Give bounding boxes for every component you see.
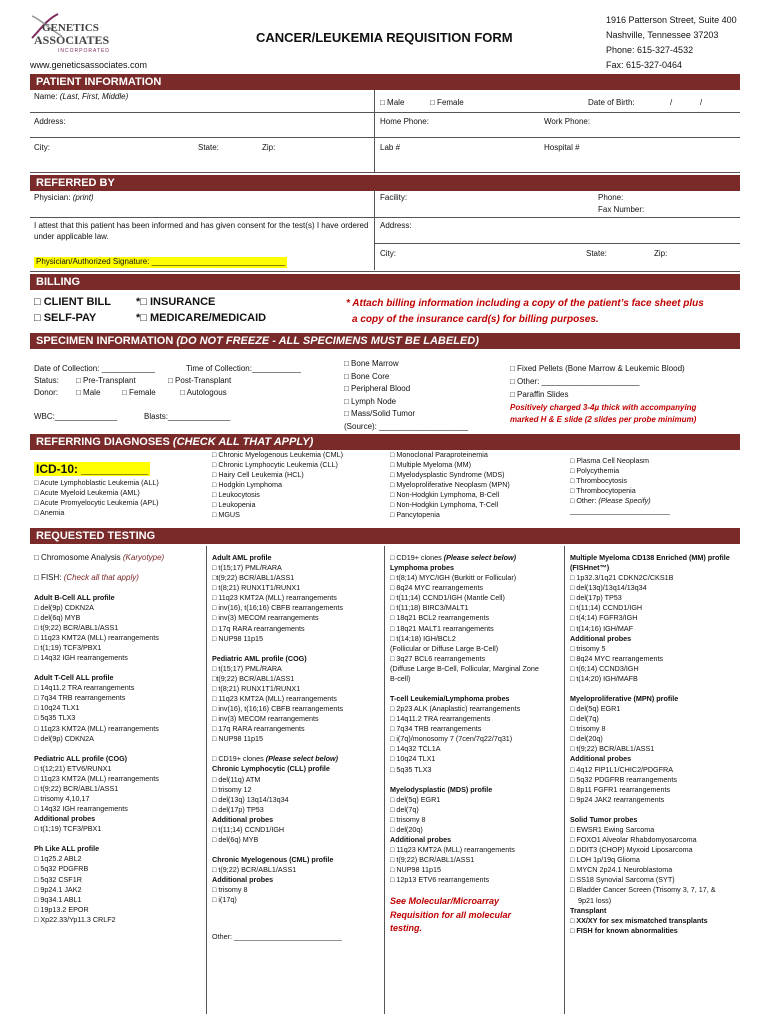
cd19-hint-2: (Please select below) <box>443 553 516 562</box>
molecular-requisition-note <box>390 895 562 936</box>
diagnosis-leukopenia-checkbox[interactable]: □ Leukopenia <box>212 500 256 510</box>
list-item[interactable]: □ t(8;21) RUNX1T1/RUNX1 <box>212 683 301 693</box>
collection-date-field[interactable]: Date of Collection: ____________ <box>34 364 155 373</box>
list-item[interactable]: □ 14q11.2 TRA rearrangements <box>390 714 491 724</box>
address-line1: 1916 Patterson Street, Suite 400 <box>606 15 737 25</box>
note-line: Requisition for all molecular <box>390 909 512 920</box>
diagnosis-pancytopenia-checkbox[interactable]: □ Pancytopenia <box>390 510 440 520</box>
referrer-fax-field[interactable]: Fax Number: <box>598 205 645 214</box>
list-item[interactable]: □ NUP98 11p15 <box>212 633 263 643</box>
mpn-list <box>570 704 740 754</box>
patient-information-header: PATIENT INFORMATION <box>30 74 740 90</box>
diagnosis-leukocytosis-checkbox[interactable]: □ Leukocytosis <box>212 490 260 500</box>
diagnosis-mds-checkbox[interactable]: □ Myelodysplastic Syndrome (MDS) <box>390 470 505 480</box>
diagnosis-other-label: □ Other: <box>570 496 599 506</box>
tcell-all-list <box>34 683 204 743</box>
donor-label: Donor: <box>34 388 59 397</box>
list-item[interactable]: □ t(8;14) MYC/IGH (Burkitt or Follicular) <box>390 573 517 583</box>
list-item[interactable]: □ 19p13.2 EPOR <box>34 904 89 914</box>
list-item[interactable]: □ 1p32.3/1q21 CDKN2C/CKS1B <box>570 573 674 583</box>
mass-solid-tumor-checkbox[interactable]: □ Mass/Solid Tumor <box>344 409 416 418</box>
list-item: 9p21 loss) <box>578 895 612 905</box>
list-item[interactable]: □ 8q24 MYC rearrangements <box>390 583 484 593</box>
diagnoses-col2 <box>212 450 343 521</box>
diagnosis-anemia-checkbox[interactable]: □ Anemia <box>34 508 65 518</box>
cd19-clones-checkbox-2[interactable] <box>390 553 562 563</box>
list-item[interactable]: □ i(17q) <box>212 895 237 905</box>
cd19-label: □ CD19+ clones <box>212 754 266 764</box>
billing-note-line2: a copy of the insurance card(s) for billing purposes. <box>352 314 599 325</box>
mm-additional-heading: Additional probes <box>570 633 632 643</box>
website: www.geneticsassociates.com <box>30 60 148 70</box>
list-item[interactable]: □ t(15;17) PML/RARA <box>212 563 282 573</box>
facility-field[interactable]: Facility: <box>380 193 408 202</box>
bcell-all-list <box>34 603 204 663</box>
consent-attestation: I attest that this patient has been informed and has given consent for the test(s) I have ordered under applicable law. <box>34 221 369 241</box>
pediatric-all-heading: Pediatric ALL profile (COG) <box>34 753 128 763</box>
wbc-field[interactable]: WBC:______________ <box>34 412 118 421</box>
list-item[interactable]: □ inv(16), t(16;16) CBFB rearrangements <box>212 704 343 714</box>
list-item[interactable]: □ NUP98 11p15 <box>390 865 441 875</box>
list-item[interactable]: □ t(11;14) CCND1/IGH <box>570 603 643 613</box>
list-item[interactable]: □ 11q23 KMT2A (MLL) rearrangements <box>212 694 337 704</box>
ph-like-all-list <box>34 854 204 925</box>
list-item[interactable]: □ inv(3) MECOM rearrangements <box>212 613 319 623</box>
list-item[interactable]: □ t(15;17) PML/RARA <box>212 663 282 673</box>
list-item[interactable]: □ t(11;18) BIRC3/MALT1 <box>390 603 469 613</box>
list-item[interactable]: □ 18q21 MALT1 rearrangements <box>390 623 494 633</box>
list-item[interactable]: □ del(13q)/13q14/13q34 <box>570 583 647 593</box>
list-item: B-cell) <box>390 673 411 683</box>
list-item[interactable]: □ 11q23 KMT2A (MLL) rearrangements <box>34 773 159 783</box>
list-item[interactable]: □ 14q32 TCL1A <box>390 744 441 754</box>
lymphoma-probes-list <box>390 573 562 684</box>
logo-line2: ASSOCIATES <box>34 33 110 47</box>
donor-female-checkbox[interactable]: □ Female <box>122 388 156 397</box>
list-item[interactable]: □ 17q RARA rearrangements <box>212 623 305 633</box>
list-item[interactable]: □ 12p13 ETV6 rearrangements <box>390 875 490 885</box>
diagnosis-other-line[interactable]: _________________________ <box>570 506 670 516</box>
list-item[interactable]: □ t(9;22) BCR/ABL1/ASS1 <box>570 744 655 754</box>
additional-probes-list <box>34 824 204 834</box>
client-bill-checkbox[interactable]: □ CLIENT BILL <box>34 296 111 308</box>
testing-col1 <box>34 553 204 925</box>
cml-list <box>212 865 382 875</box>
list-item[interactable]: □ del(17p) TP53 <box>570 593 622 603</box>
solid-tumor-heading: Solid Tumor probes <box>570 814 638 824</box>
male-checkbox[interactable]: □ Male <box>380 98 405 107</box>
mds-additional-heading: Additional probes <box>390 835 452 845</box>
work-phone-field[interactable]: Work Phone: <box>544 117 591 126</box>
name-label: Name: <box>34 92 60 101</box>
specimen-type-list <box>344 358 468 433</box>
diagnosis-apl-checkbox[interactable]: □ Acute Promyelocytic Leukemia (APL) <box>34 498 159 508</box>
cd19-label-2: □ CD19+ clones <box>390 553 444 562</box>
testing-col2 <box>212 553 382 942</box>
list-item[interactable]: □ t(11;14) CCND1/IGH (Mantle Cell) <box>390 593 505 603</box>
mm-additional-list <box>570 644 740 684</box>
list-item: (Diffuse Large B-Cell, Follicular, Marginal Zone <box>390 663 539 673</box>
list-item[interactable]: □ t(8;21) RUNX1T1/RUNX1 <box>212 583 301 593</box>
address-line2: Nashville, Tennessee 37203 <box>606 30 719 40</box>
cd19-clones-checkbox[interactable] <box>212 754 382 764</box>
cll-heading: Chronic Lymphocytic (CLL) profile <box>212 764 330 774</box>
list-item[interactable]: □ SS18 Synovial Sarcoma (SYT) <box>570 875 675 885</box>
list-item[interactable]: □ Xp22.33/Yp11.3 CRLF2 <box>34 914 116 924</box>
peripheral-blood-checkbox[interactable]: □ Peripheral Blood <box>344 384 411 393</box>
paraffin-slides-checkbox[interactable]: □ Paraffin Slides <box>510 390 569 399</box>
fixed-pellets-checkbox[interactable]: □ Fixed Pellets (Bone Marrow & Leukemic Blood) <box>510 364 685 373</box>
other-specimen-field[interactable]: □ Other: ______________________ <box>510 377 640 386</box>
diagnoses-col4 <box>570 456 670 516</box>
mds-additional-list <box>390 845 562 885</box>
patient-address-field[interactable]: Address: <box>34 117 66 126</box>
pediatric-aml-list <box>212 664 382 745</box>
tcell-leukemia-list <box>390 704 562 775</box>
list-item[interactable]: □ 7q34 TRB rearrangements <box>34 693 126 703</box>
logo-sub: INCORPORATED <box>58 48 110 54</box>
list-item[interactable]: □ t(4;14) FGFR3/IGH <box>570 613 638 623</box>
chromosome-hint: (Karyotype) <box>122 553 165 562</box>
list-item[interactable]: □ 10q24 TLX1 <box>34 703 80 713</box>
cll-additional-heading: Additional probes <box>212 814 274 824</box>
physician-hint: (print) <box>72 193 94 202</box>
list-item[interactable]: □ t(1;19) TCF3/PBX1 <box>34 824 102 834</box>
referrer-state-field[interactable]: State: <box>586 249 607 258</box>
diagnosis-all-checkbox[interactable]: □ Acute Lymphoblastic Leukemia (ALL) <box>34 478 159 487</box>
list-item[interactable]: □ 8p11 FGFR1 rearrangements <box>570 784 671 794</box>
tcell-all-heading: Adult T-Cell ALL profile <box>34 673 114 683</box>
diagnosis-hodgkin-checkbox[interactable]: □ Hodgkin Lymphoma <box>212 480 282 490</box>
list-item[interactable]: □ 10q24 TLX1 <box>390 754 436 764</box>
patient-city-field[interactable]: City: <box>34 143 50 152</box>
diagnosis-mm-checkbox[interactable]: □ Multiple Myeloma (MM) <box>390 460 472 470</box>
physician-field[interactable] <box>34 193 94 204</box>
referred-by-header: REFERRED BY <box>30 175 740 191</box>
paraffin-note-line2: marked H & E slide (2 slides per probe minimum) <box>510 415 697 424</box>
transplant-list <box>570 916 740 936</box>
diagnosis-cll-checkbox[interactable]: □ Chronic Lymphocytic Leukemia (CLL) <box>212 460 338 470</box>
list-item[interactable]: □ trisomy 8 <box>570 724 606 734</box>
mpn-heading: Myeloproliferative (MPN) profile <box>570 694 679 704</box>
paraffin-note-line1: Positively charged 3-4µ thick with accompanying <box>510 403 697 412</box>
diagnosis-plasma-cell-checkbox[interactable]: □ Plasma Cell Neoplasm <box>570 456 650 465</box>
medicare-checkbox[interactable]: *□ MEDICARE/MEDICAID <box>136 312 267 324</box>
patient-zip-field[interactable]: Zip: <box>262 143 276 152</box>
list-item[interactable]: □ del(20q) <box>570 734 603 744</box>
icd10-field[interactable]: ICD-10: __________ <box>36 462 149 476</box>
tcell-leukemia-heading: T-cell Leukemia/Lymphoma probes <box>390 694 510 704</box>
list-item: (Follicular or Diffuse Large B-Cell) <box>390 643 499 653</box>
list-item[interactable]: □ t(9;22) BCR/ABL1/ASS1 <box>390 855 475 865</box>
bone-marrow-checkbox[interactable]: □ Bone Marrow <box>344 359 399 368</box>
bone-core-checkbox[interactable]: □ Bone Core <box>344 371 390 381</box>
pediatric-all-list <box>34 764 204 814</box>
list-item[interactable]: □ del(20q) <box>390 824 423 834</box>
diagnosis-mgus-checkbox[interactable]: □ MGUS <box>212 510 240 520</box>
list-item[interactable]: □ t(11;14) CCND1/IGH <box>212 824 285 834</box>
autologous-checkbox[interactable]: □ Autologous <box>180 388 227 397</box>
list-item[interactable]: □ 5q32 PDGFRB <box>34 864 89 874</box>
diagnosis-mpn-checkbox[interactable]: □ Myeloproliferative Neoplasm (MPN) <box>390 480 510 490</box>
diagnosis-nhl-bcell-checkbox[interactable]: □ Non-Hodgkin Lymphoma, B-Cell <box>390 490 500 500</box>
list-item[interactable]: □ 14q11.2 TRA rearrangements <box>34 683 135 693</box>
list-item[interactable]: □ del(5q) EGR1 <box>390 794 441 804</box>
fish-hint: (Check all that apply) <box>63 572 139 582</box>
list-item[interactable]: □ 2p23 ALK (Anaplastic) rearrangements <box>390 704 521 714</box>
list-item[interactable]: □ t(9;22) BCR/ABL1/ASS1 <box>34 783 119 793</box>
patient-state-field[interactable]: State: <box>198 143 219 152</box>
list-item[interactable]: □ 9p24 JAK2 rearrangements <box>570 794 665 804</box>
fax-number: Fax: 615-327-0464 <box>606 60 683 70</box>
list-item[interactable]: □ del(7q) <box>570 714 599 724</box>
name-hint: (Last, First, Middle) <box>59 92 129 101</box>
list-item[interactable]: □ 3q27 BCL6 rearrangements <box>390 653 486 663</box>
list-item[interactable]: □ t(12;21) ETV6/RUNX1 <box>34 763 112 773</box>
adult-aml-list <box>212 563 382 644</box>
list-item[interactable]: □ del(6q) MYB <box>34 612 81 622</box>
donor-male-checkbox[interactable]: □ Male <box>76 388 101 397</box>
dob-slash-1: / <box>670 98 673 107</box>
list-item[interactable]: □ 11q23 KMT2A (MLL) rearrangements <box>390 845 515 855</box>
list-item[interactable]: □ 9p24.1 JAK2 <box>34 884 82 894</box>
list-item[interactable]: □ 11q23 KMT2A (MLL) rearrangements <box>212 593 337 603</box>
logo-line1: GENETICS <box>42 22 99 34</box>
list-item[interactable]: □t(9;22) BCR/ABL1/ASS1 <box>212 673 295 683</box>
diagnosis-polycythemia-checkbox[interactable]: □ Polycythemia <box>570 466 620 476</box>
home-phone-field[interactable]: Home Phone: <box>380 117 429 126</box>
cml-additional-heading: Additional probes <box>212 875 274 885</box>
diagnoses-col1 <box>34 478 159 518</box>
list-item[interactable]: □ EWSR1 Ewing Sarcoma <box>570 824 655 834</box>
list-item[interactable]: □ 5q32 PDGFRB rearrangements <box>570 774 678 784</box>
pre-transplant-checkbox[interactable]: □ Pre-Transplant <box>76 376 136 385</box>
list-item[interactable]: □ del(13q) 13q14/13q34 <box>212 794 289 804</box>
billing-header: BILLING <box>30 274 740 290</box>
list-item[interactable]: □ trisomy 4,10,17 <box>34 794 90 803</box>
cll-additional-list <box>212 825 382 845</box>
blasts-field[interactable]: Blasts:______________ <box>144 412 231 421</box>
list-item[interactable]: □ 5q32 CSF1R <box>34 874 82 884</box>
mpn-additional-list <box>570 765 740 805</box>
list-item[interactable]: □ t(14;16) IGH/MAF <box>570 623 634 633</box>
other-test-field[interactable]: Other: ___________________________ <box>212 931 342 941</box>
source-field[interactable]: (Source): ____________________ <box>344 421 469 431</box>
list-item[interactable]: □ inv(3) MECOM rearrangements <box>212 714 319 724</box>
lymphoma-probes-heading: Lymphoma probes <box>390 563 455 573</box>
list-item[interactable]: □ 8q24 MYC rearrangements <box>570 653 664 663</box>
additional-probes-heading: Additional probes <box>34 814 96 824</box>
list-item[interactable]: □ XX/XY for sex mismatched transplants <box>570 915 708 925</box>
diagnosis-other-hint: (Please Specify) <box>598 496 651 506</box>
list-item[interactable]: □ 5q35 TLX3 <box>34 713 76 723</box>
cll-list <box>212 775 382 815</box>
list-item[interactable]: □ i(7q)/monosomy 7 (7cen/7q22/7q31) <box>390 734 513 744</box>
list-item[interactable]: □ Bladder Cancer Screen (Trisomy 3, 7, 17, & <box>570 885 716 895</box>
cml-heading: Chronic Myelogenous (CML) profile <box>212 855 334 865</box>
diagnosis-hcl-checkbox[interactable]: □ Hairy Cell Leukemia (HCL) <box>212 470 304 480</box>
lab-number-field[interactable]: Lab # <box>380 143 401 152</box>
list-item[interactable]: □ trisomy 12 <box>212 784 252 794</box>
referrer-city-field[interactable]: City: <box>380 249 396 258</box>
physician-signature-field[interactable]: Physician/Authorized Signature: ______________________________ <box>36 257 286 266</box>
list-item[interactable]: □ DDIT3 (CHOP) Myxoid Liposarcoma <box>570 845 693 855</box>
chromosome-analysis-checkbox[interactable] <box>34 553 204 564</box>
list-item[interactable]: □ FOXO1 Alveolar Rhabdomyosarcoma <box>570 835 697 845</box>
diagnosis-thrombocytosis-checkbox[interactable]: □ Thrombocytosis <box>570 476 627 486</box>
form-title: CANCER/LEUKEMIA REQUISITION FORM <box>256 30 513 45</box>
note-line: testing. <box>390 923 423 934</box>
logo <box>28 10 118 58</box>
specimen-bar-note: (DO NOT FREEZE - ALL SPECIMENS MUST BE LABELED) <box>176 335 479 347</box>
list-item[interactable]: □ MYCN 2p24.1 Neuroblastoma <box>570 865 673 875</box>
list-item[interactable]: □ FISH for known abnormalities <box>570 925 678 935</box>
referrer-zip-field[interactable]: Zip: <box>654 249 668 258</box>
list-item[interactable]: □ del(7q) <box>390 804 419 814</box>
list-item[interactable]: □ t(1;19) TCF3/PBX1 <box>34 642 102 652</box>
list-item[interactable]: □ 4q12 FIP1L1/CHIC2/PDGFRA <box>570 764 674 774</box>
testing-col4 <box>570 553 740 936</box>
diagnosis-cml-checkbox[interactable]: □ Chronic Myelogenous Leukemia (CML) <box>212 450 343 459</box>
list-item[interactable]: □ 17q RARA rearrangements <box>212 724 305 734</box>
list-item[interactable]: □ t(9;22) BCR/ABL1/ASS1 <box>212 865 297 875</box>
fish-checkbox[interactable] <box>34 573 204 584</box>
list-item[interactable]: □ 1q25.2 ABL2 <box>34 854 82 864</box>
diagnoses-bar-note: (CHECK ALL THAT APPLY) <box>172 436 314 448</box>
testing-col3 <box>390 553 562 936</box>
specimen-information-header <box>30 333 740 349</box>
address-block <box>606 13 737 73</box>
cd19-hint: (Please select below) <box>265 754 338 764</box>
ph-like-all-heading: Ph Like ALL profile <box>34 844 100 854</box>
mds-list <box>390 795 562 835</box>
diagnosis-other-checkbox[interactable] <box>570 496 670 506</box>
adult-aml-heading: Adult AML profile <box>212 553 272 562</box>
list-item[interactable]: □ del(17p) TP53 <box>212 804 264 814</box>
list-item[interactable]: □ t(6;14) CCND3/IGH <box>570 663 639 673</box>
list-item[interactable]: □ 14q32 IGH rearrangements <box>34 653 128 663</box>
diagnosis-nhl-tcell-checkbox[interactable]: □ Non-Hodgkin Lymphoma, T-Cell <box>390 500 499 510</box>
self-pay-checkbox[interactable]: □ SELF-PAY <box>34 312 97 324</box>
fish-label: □ FISH: <box>34 572 64 582</box>
list-item[interactable]: □ 5q35 TLX3 <box>390 764 432 774</box>
bcell-all-heading: Adult B-Cell ALL profile <box>34 592 115 602</box>
list-item[interactable]: □ 7q34 TRB rearrangements <box>390 724 482 734</box>
list-item[interactable]: □ t(14;18) IGH/BCL2 <box>390 633 456 643</box>
specimen-bar-title: SPECIMEN INFORMATION <box>36 335 177 347</box>
mpn-additional-heading: Additional probes <box>570 754 632 764</box>
list-item[interactable]: □ NUP98 11p15 <box>212 734 263 744</box>
diagnosis-aml-checkbox[interactable]: □ Acute Myeloid Leukemia (AML) <box>34 488 140 498</box>
list-item[interactable]: □ 11q23 KMT2A (MLL) rearrangements <box>34 632 159 642</box>
referrer-phone-field[interactable]: Phone: <box>598 193 624 202</box>
referrer-address-field[interactable]: Address: <box>380 221 412 230</box>
dob-slash-2: / <box>700 98 703 107</box>
requested-testing-header: REQUESTED TESTING <box>30 528 740 544</box>
list-item[interactable]: □ 18q21 BCL2 rearrangements <box>390 613 490 623</box>
list-item[interactable]: □ t(14;20) IGH/MAFB <box>570 673 638 683</box>
list-item[interactable]: □t(9;22) BCR/ABL1/ASS1 <box>212 573 295 583</box>
list-item[interactable]: □ del(5q) EGR1 <box>570 704 621 714</box>
diagnoses-col3 <box>390 450 510 521</box>
list-item[interactable]: □ trisomy 8 <box>390 814 426 824</box>
hospital-number-field[interactable]: Hospital # <box>544 143 580 152</box>
list-item[interactable]: □ LOH 1p/19q Glioma <box>570 855 640 865</box>
phone-number: Phone: 615-327-4532 <box>606 45 694 55</box>
collection-time-field[interactable]: Time of Collection:___________ <box>186 364 301 373</box>
mm-list <box>570 573 740 633</box>
post-transplant-checkbox[interactable]: □ Post-Transplant <box>168 376 232 385</box>
pediatric-aml-heading: Pediatric AML profile (COG) <box>212 653 307 663</box>
note-line: See Molecular/Microarray <box>390 896 500 907</box>
list-item[interactable]: □ 14q32 IGH rearrangements <box>34 804 128 814</box>
list-item[interactable]: □ del(11q) ATM <box>212 774 261 784</box>
list-item[interactable]: □ trisomy 5 <box>570 643 606 653</box>
lymph-node-checkbox[interactable]: □ Lymph Node <box>344 396 397 406</box>
referring-diagnoses-header <box>30 434 740 450</box>
insurance-checkbox[interactable]: *□ INSURANCE <box>136 296 216 308</box>
list-item[interactable]: □ 9q34.1 ABL1 <box>34 894 82 904</box>
diagnosis-monoclonal-checkbox[interactable]: □ Monoclonal Paraproteinemia <box>390 450 488 459</box>
dob-label: Date of Birth: <box>588 98 635 107</box>
patient-name-field[interactable] <box>34 92 128 103</box>
list-item[interactable]: □ del(6q) MYB <box>212 835 259 845</box>
cml-additional-list <box>212 885 382 905</box>
solid-tumor-list <box>570 825 740 906</box>
mm-heading: Multiple Myeloma CD138 Enriched (MM) profile (FISHnet™) <box>570 553 730 573</box>
list-item[interactable]: □ 11q23 KMT2A (MLL) rearrangements <box>34 723 159 733</box>
list-item[interactable]: □ del(9p) CDKN2A <box>34 733 94 743</box>
list-item[interactable]: □ t(9;22) BCR/ABL1/ASS1 <box>34 622 119 632</box>
transplant-heading: Transplant <box>570 905 607 915</box>
diagnoses-bar-title: REFERRING DIAGNOSES <box>36 436 173 448</box>
status-label: Status: <box>34 376 59 385</box>
physician-label: Physician: <box>34 193 73 202</box>
billing-note-line1: * Attach billing information including a copy of the patient’s face sheet plus <box>346 298 704 309</box>
list-item[interactable]: □ inv(16), t(16;16) CBFB rearrangements <box>212 603 343 613</box>
list-item[interactable]: □ del(9p) CDKN2A <box>34 602 94 612</box>
chromosome-label: □ Chromosome Analysis <box>34 553 123 562</box>
list-item[interactable]: □ trisomy 8 <box>212 885 248 895</box>
mds-heading: Myelodysplastic (MDS) profile <box>390 784 493 794</box>
diagnosis-thrombocytopenia-checkbox[interactable]: □ Thrombocytopenia <box>570 486 636 496</box>
female-checkbox[interactable]: □ Female <box>430 98 464 107</box>
